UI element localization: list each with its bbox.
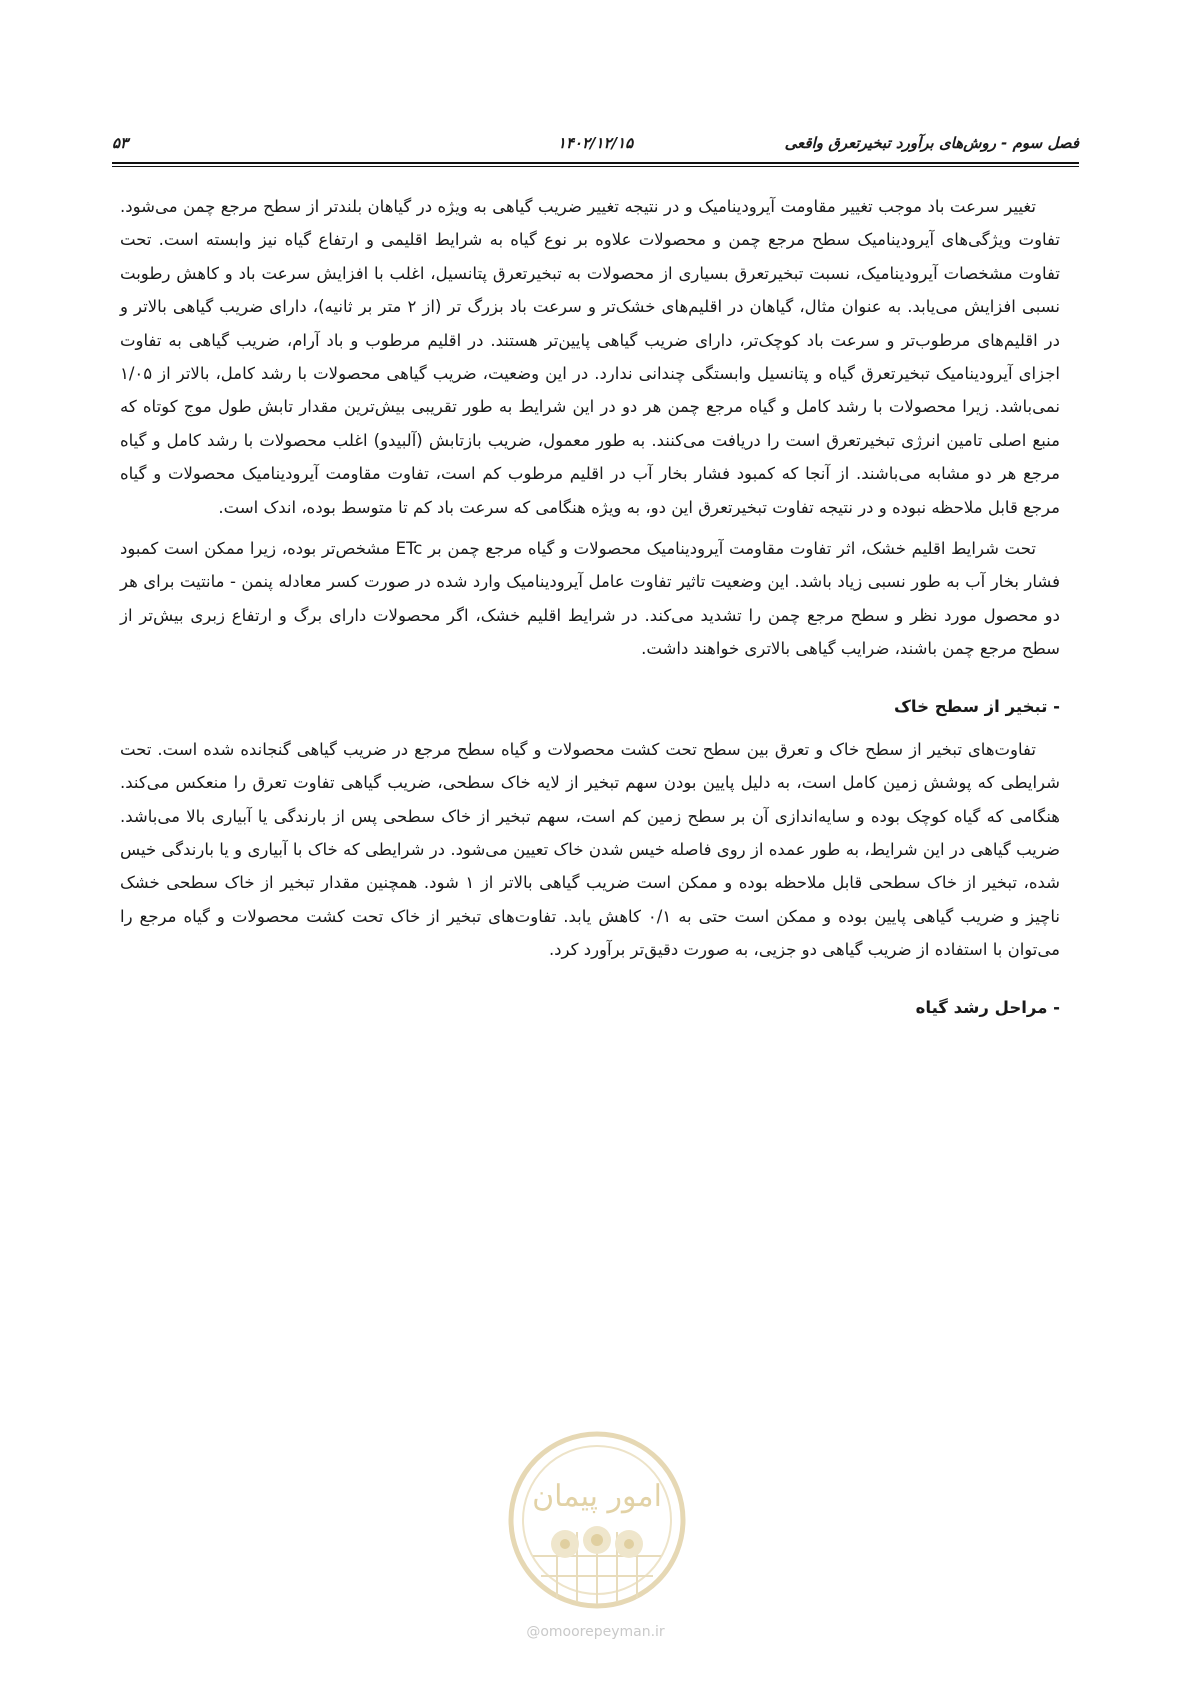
header-date: ۱۴۰۲/۱۲/۱۵ (557, 134, 634, 152)
page-header (112, 122, 1079, 162)
body-text (120, 190, 1060, 1034)
section-heading-growth-stages: - مراحل رشد گیاه (915, 997, 1060, 1017)
watermark-stamp-icon (505, 1428, 689, 1612)
chapter-title: فصل سوم - روش‌های برآورد تبخیرتعرق واقعی (784, 134, 1079, 152)
paragraph-arid-climate: تحت شرایط اقلیم خشک، اثر تفاوت مقاومت آیرودینامیک محصولات و گیاه مرجع چمن بر ETc مشخص‌تر بوده، زیرا ممکن است کمبود فشار بخار آب به طور نسبی زیاد باشد. این وضعیت تاثیر تفاوت عامل آیرودینامیک وارد شده در صورت کسر معادله پنمن - مانتیت برای هر دو محصول مورد نظر و سطح مرجع چمن را تشدید می‌کند. در شرایط اقلیم خشک، اگر محصولات دارای برگ و ارتفاع زبری بیش‌تر از سطح مرجع چمن باشند، ضرایب گیاهی بالاتری خواهند داشت. (120, 539, 1060, 659)
watermark-url: @omoorepeyman.ir (526, 1624, 665, 1640)
section-heading-soil-evaporation: - تبخیر از سطح خاک (894, 696, 1060, 716)
header-rule-thin (112, 166, 1079, 167)
paragraph-wind-effect: تغییر سرعت باد موجب تغییر مقاومت آیرودینامیک و در نتیجه تغییر ضریب گیاهی به ویژه در گیاهان بلندتر از سطح مرجع چمن می‌شود. تفاوت ویژگی‌های آیرودینامیک سطح مرجع چمن و محصولات علاوه بر نوع گیاه به شرایط اقلیمی و ارتفاع گیاه نیز وابسته است. تحت تفاوت مشخصات آیرودینامیک، نسبت تبخیرتعرق بسیاری از محصولات به تبخیرتعرق پتانسیل، اغلب با افزایش سرعت باد و کاهش رطوبت نسبی افزایش می‌یابد. به عنوان مثال، گیاهان در اقلیم‌های خشک‌تر و سرعت باد بزرگ تر (از ۲ متر بر ثانیه)، دارای ضریب گیاهی بالاتر و در اقلیم‌های مرطوب‌تر و سرعت باد کوچک‌تر، دارای ضریب گیاهی پایین‌تر هستند. در اقلیم مرطوب و باد آرام، ضریب گیاهی به تفاوت اجزای آیرودینامیک تبخیرتعرق گیاه و پتانسیل وابستگی چندانی ندارد. در این وضعیت، ضریب گیاهی محصولات با رشد کامل، بالاتر از ۱/۰۵ نمی‌باشد. زیرا محصولات با رشد کامل و گیاه مرجع چمن هر دو در این شرایط به طور تقریبی بیش‌ترین مقدار تابش طول موج کوتاه که منبع اصلی تامین انرژی تبخیرتعرق است را دریافت می‌کنند. به طور معمول، ضریب بازتابش (آلبیدو) اغلب محصولات با رشد کامل و گیاه مرجع هر دو مشابه می‌باشند. از آنجا که کمبود فشار بخار آب در اقلیم مرطوب کم است، تفاوت مقاومت آیرودینامیک محصولات و گیاه مرجع قابل ملاحظه نبوده و در نتیجه تفاوت تبخیرتعرق این دو، به ویژه هنگامی که سرعت باد کم تا متوسط بوده، اندک است. (120, 197, 1060, 517)
paragraph-soil-evaporation: تفاوت‌های تبخیر از سطح خاک و تعرق بین سطح تحت کشت محصولات و گیاه سطح مرجع در ضریب گیاهی گنجانده شده است. تحت شرایطی که پوشش زمین کامل است، به دلیل پایین بودن سهم تبخیر از لایه خاک سطحی، ضریب گیاهی تفاوت تعرق را منعکس می‌کند. هنگامی که گیاه کوچک بوده و سایه‌اندازی آن بر سطح زمین کم است، سهم تبخیر از خاک سطحی پس از بارندگی یا آبیاری بالا می‌باشد. ضریب گیاهی در این شرایط، به طور عمده از روی فاصله خیس شدن خاک تعیین می‌شود. در شرایطی که خاک با آبیاری و یا بارندگی خیس شده، تبخیر از خاک سطحی قابل ملاحظه بوده و ممکن است ضریب گیاهی بالاتر از ۱ شود. همچنین مقدار تبخیر از خاک سطحی خشک ناچیز و ضریب گیاهی پایین بوده و ممکن است حتی به ۰/۱ کاهش یابد. تفاوت‌های تبخیر از خاک تحت کشت محصولات و گیاه مرجع را می‌توان با استفاده از ضریب گیاهی دو جزیی، به صورت دقیق‌تر برآورد کرد. (120, 739, 1060, 960)
stamp-text: امور پیمان (532, 1479, 662, 1514)
page-number: ۵۳ (112, 134, 129, 152)
header-rule (112, 162, 1079, 164)
